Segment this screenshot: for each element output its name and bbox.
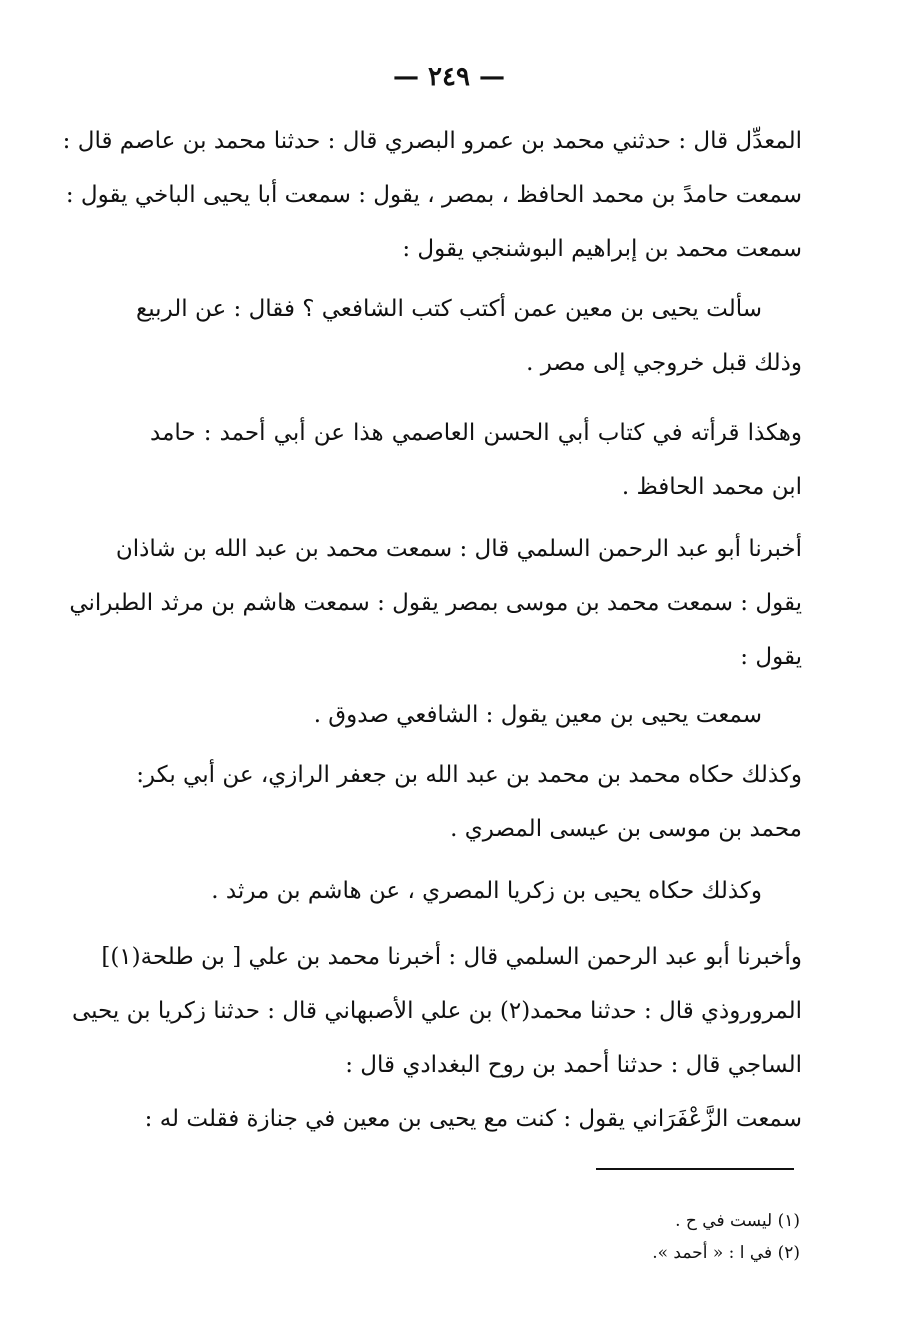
footnote-1: (١) ليست في ح . <box>675 1211 800 1231</box>
page-number: — ٢٤٩ — <box>392 62 506 92</box>
text-line: سمعت يحيى بن معين يقول : الشافعي صدوق . <box>313 702 762 728</box>
paragraph-3 <box>150 420 802 528</box>
footnote-2: (٢) في ا : « أحمد ». <box>652 1243 800 1263</box>
paragraph-6 <box>136 762 802 870</box>
text-line: المعدِّل قال : حدثني محمد بن عمرو البصري قال : حدثنا محمد بن عاصم قال : <box>62 128 802 154</box>
paragraph-2 <box>136 296 802 404</box>
text-line: سمعت الزَّعْفَرَاني يقول : كنت مع يحيى بن معين في جنازة فقلت له : <box>144 1106 802 1132</box>
paragraph-8 <box>71 944 802 1106</box>
text-line: وكذلك حكاه يحيى بن زكريا المصري ، عن هاشم بن مرثد . <box>211 878 762 904</box>
text-line: الساجي قال : حدثنا أحمد بن روح البغدادي قال : <box>345 1052 802 1078</box>
paragraph-1 <box>62 128 802 290</box>
text-line: محمد بن موسى بن عيسى المصري . <box>450 816 802 842</box>
footnotes <box>560 1205 800 1269</box>
text-line: وذلك قبل خروجي إلى مصر . <box>526 350 802 376</box>
paragraph-5 <box>150 702 802 756</box>
text-line: يقول : سمعت محمد بن موسى بمصر يقول : سمعت هاشم بن مرثد الطبراني <box>69 590 802 616</box>
text-line: سمعت حامدً بن محمد الحافظ ، بمصر ، يقول : سمعت أبا يحيى الباخي يقول : <box>65 182 802 208</box>
paragraph-4 <box>69 536 802 698</box>
text-line: المروروذي قال : حدثنا محمد(٢) بن علي الأصبهاني قال : حدثنا زكريا بن يحيى <box>71 998 802 1024</box>
paragraph-7 <box>150 878 802 932</box>
text-line: وهكذا قرأته في كتاب أبي الحسن العاصمي هذا عن أبي أحمد : حامد <box>150 420 802 446</box>
text-line: سمعت محمد بن إبراهيم البوشنجي يقول : <box>402 236 802 262</box>
text-line: سألت يحيى بن معين عمن أكتب كتب الشافعي ؟ فقال : عن الربيع <box>136 296 762 322</box>
paragraph-9 <box>144 1106 802 1160</box>
text-line: أخبرنا أبو عبد الرحمن السلمي قال : سمعت محمد بن عبد الله بن شاذان <box>115 536 802 562</box>
text-line: وأخبرنا أبو عبد الرحمن السلمي قال : أخبرنا محمد بن علي [ بن طلحة(١)] <box>101 944 802 970</box>
text-line: يقول : <box>740 644 802 670</box>
text-line: وكذلك حكاه محمد بن محمد بن عبد الله بن جعفر الرازي، عن أبي بكر: <box>136 762 802 788</box>
text-line: ابن محمد الحافظ . <box>621 474 802 500</box>
footnote-divider <box>596 1168 794 1170</box>
